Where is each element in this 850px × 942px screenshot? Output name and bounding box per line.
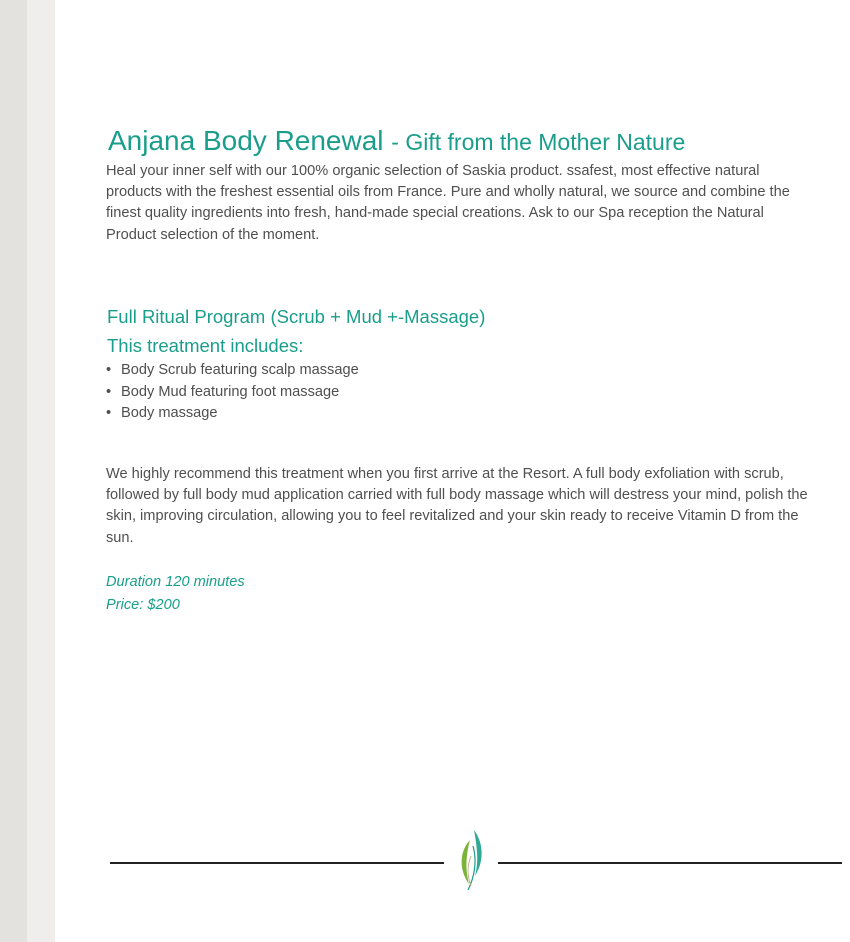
price-text: Price: $200 [106,597,180,613]
program-title: Full Ritual Program (Scrub + Mud +-Massage) [107,306,486,327]
title-subtitle: - Gift from the Mother Nature [391,129,686,155]
intro-paragraph: Heal your inner self with our 100% organic selection of Saskia product. ssafest, most effective natural products with the freshest essential oils from France. Pure and wholly natural, we source and combine the finest quality ingredients into fresh, hand-made special creations. Ask to our Spa reception the Natural Product selection of the moment. [106,163,790,243]
treatment-list [106,360,359,425]
bullet-icon: • [106,362,112,378]
title-main: Anjana Body Renewal [108,125,384,156]
bullet-icon: • [106,383,112,400]
page-margin-band-light [27,0,55,942]
duration-text: Duration 120 minutes [106,574,245,590]
list-item [106,403,359,425]
list-item-label: Body Mud featuring foot massage [121,383,340,400]
bullet-icon: • [106,405,112,421]
footer-divider-right [498,862,842,864]
list-item [106,360,359,382]
description-paragraph: We highly recommend this treatment when you first arrive at the Resort. A full body exfoliation with scrub, followed by full body mud application carried with full body massage which will destress your mind, polish the skin, improving circulation, allowing you to feel revitalized and your skin ready to receive Vitamin D from the sun. [106,466,808,546]
page-margin-band-dark [0,0,27,942]
list-item-label: Body Scrub featuring scalp massage [121,362,359,378]
page-title [108,124,685,159]
leaf-ornament-icon [455,826,489,894]
includes-heading: This treatment includes: [107,335,304,356]
list-item-label: Body massage [121,405,218,421]
footer-divider-left [110,862,444,864]
list-item [106,382,359,404]
